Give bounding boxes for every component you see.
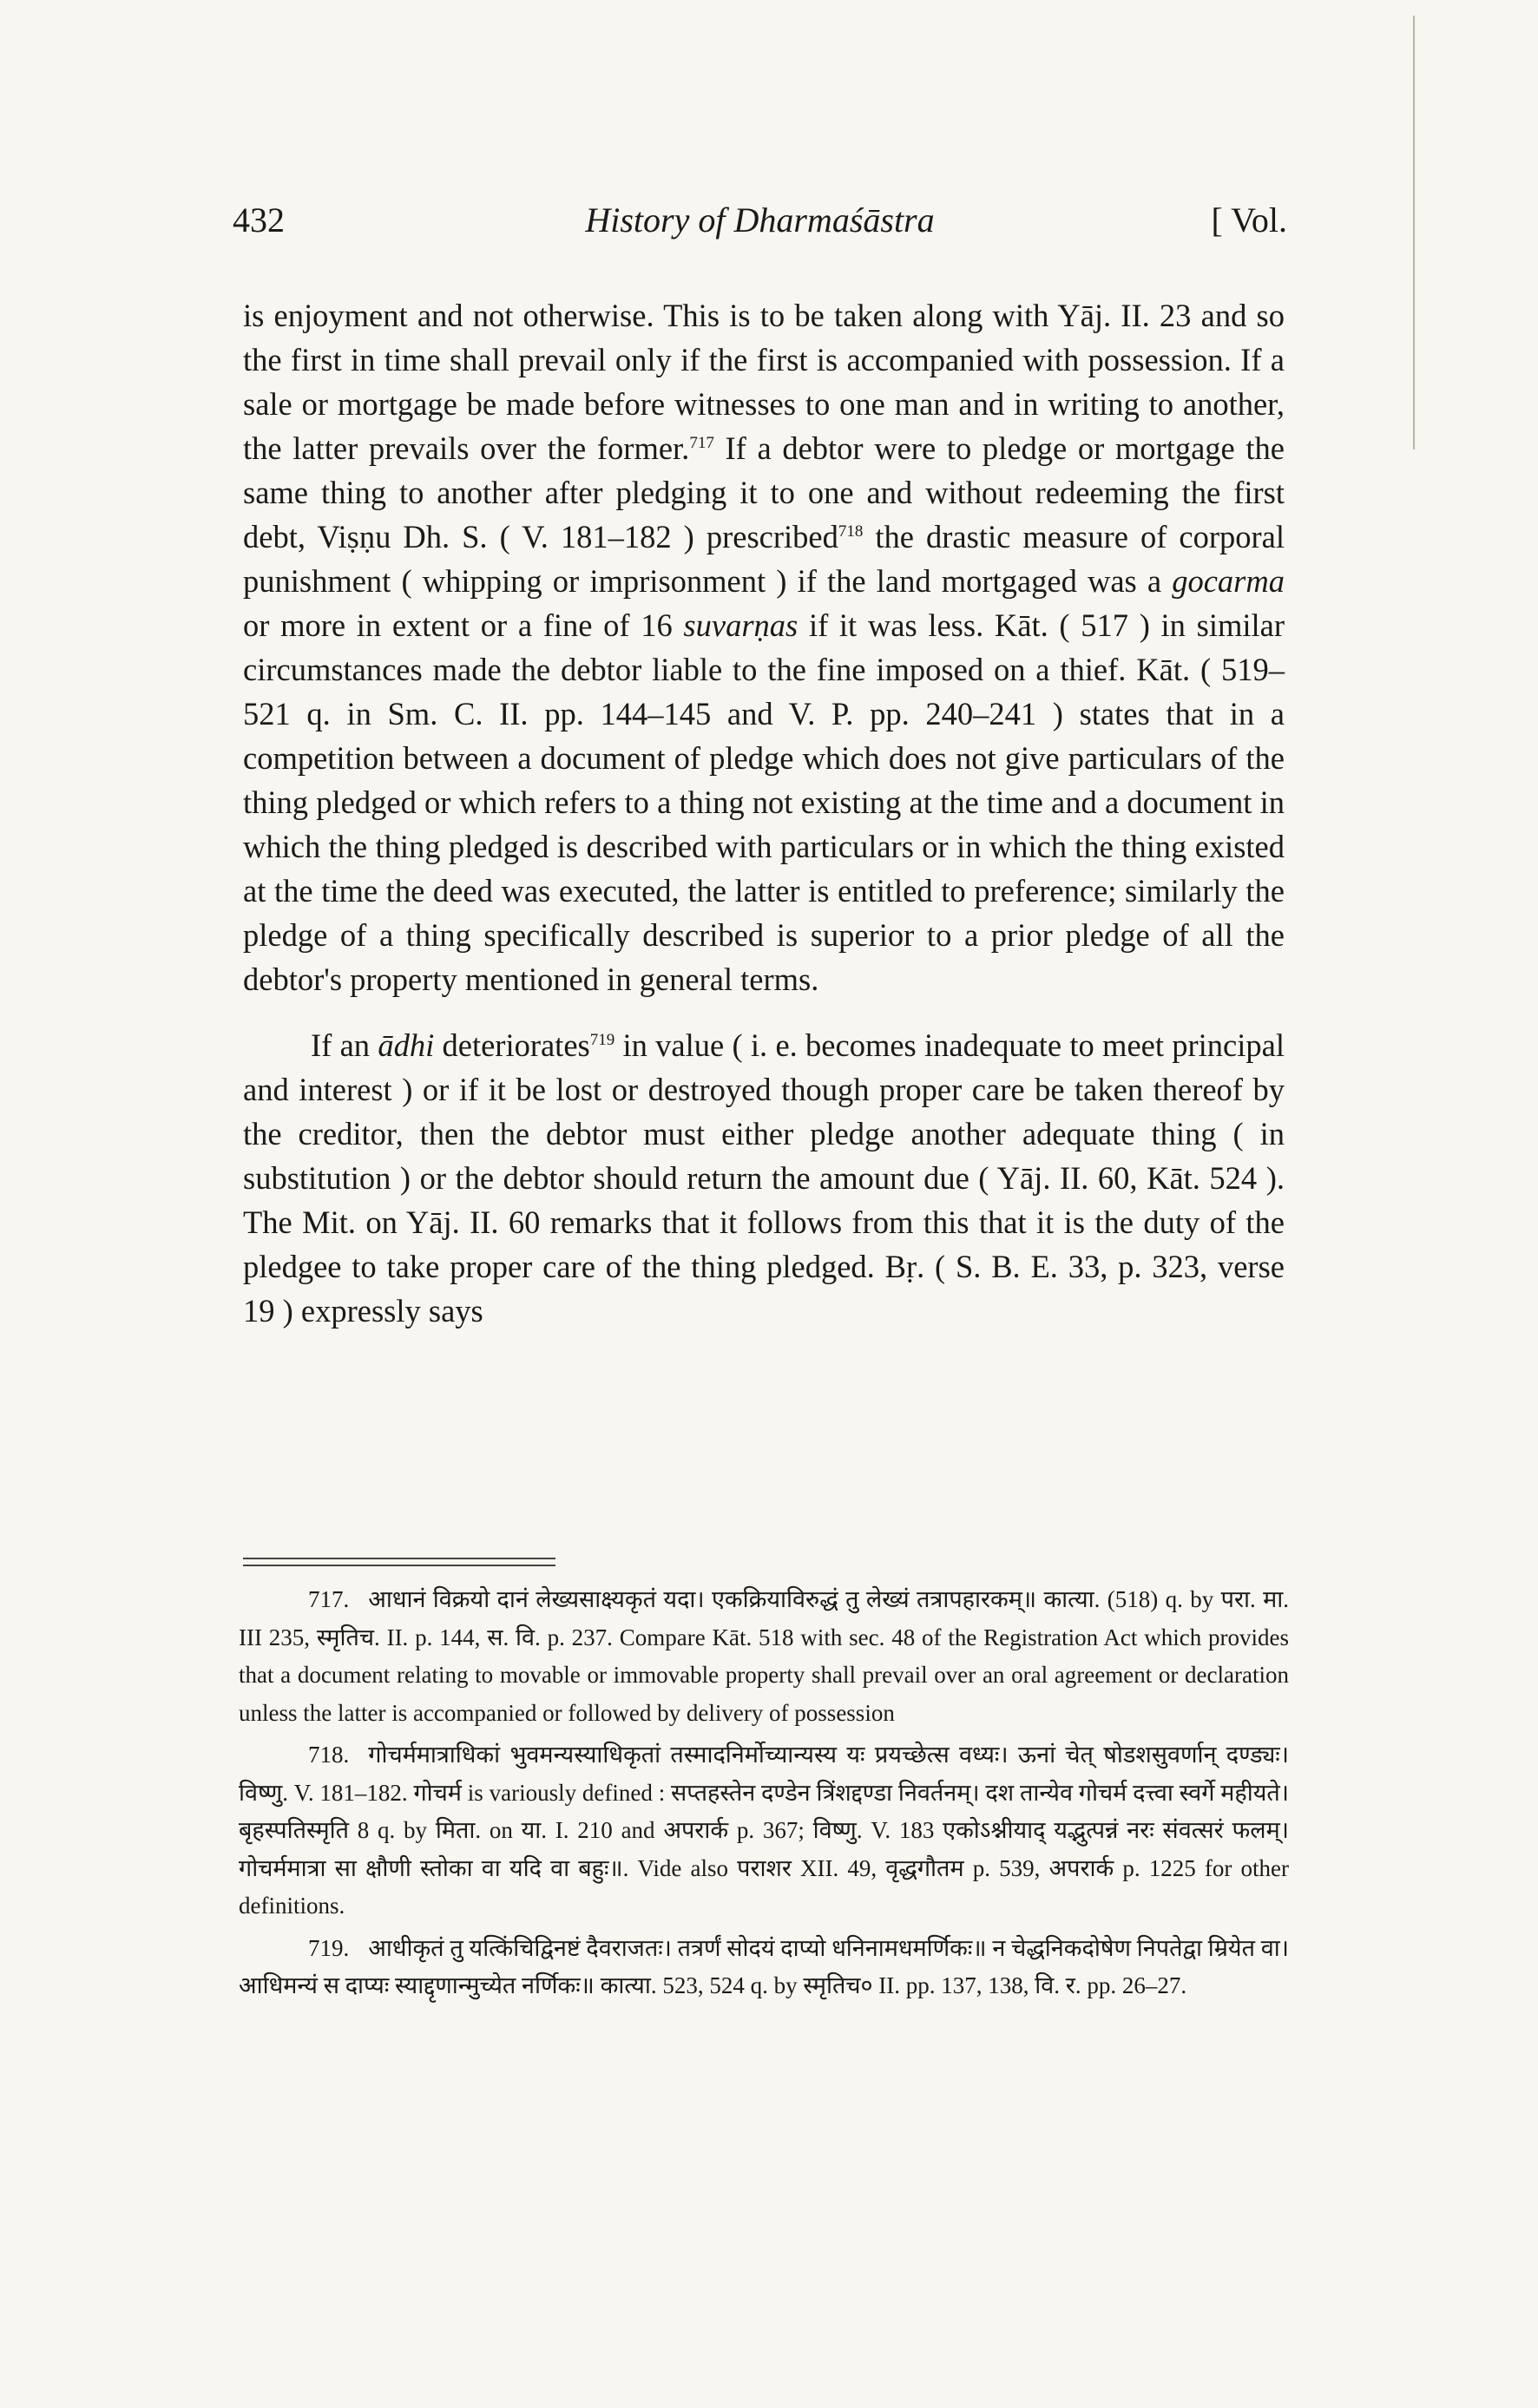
margin-rule [1413,16,1415,449]
term-gocarma: gocarma [1172,563,1285,599]
footnote-number: 717. [308,1586,350,1612]
term-suvarnas: suvarṇas [683,607,799,643]
footnote-number: 719. [308,1934,350,1961]
footnote-ref-717[interactable]: 717 [689,433,714,452]
main-text [243,293,1285,1333]
footnote-text: आधीकृतं तु यत्किंचिद्विनष्टं दैवराजतः। तत्रर्णं सोदयं दाप्यो धनिनामधमर्णिकः॥ न चेद्धनिकदोषेण निपतेद्वा म्रियेत वा। आधिमन्यं स दाप्यः स्याद्दृणान्मुच्येत नर्णिकः॥ कात्या. 523, 524 q. by स्मृतिच० II. pp. 137, 138, वि. र. pp. 26–27. [239,1934,1289,1998]
page-header [233,200,1287,252]
footnote-separator [243,1558,555,1566]
running-title: History of Dharmaśāstra [585,200,935,239]
footnote-text: गोचर्ममात्राधिकां भुवमन्यस्याधिकृतां तस्मादनिर्मोच्यान्यस्य यः प्रयच्छेत्स वध्यः। ऊनां चेत् षोडशसुवर्णान् दण्ड्यः। विष्णु. V. 181–182. गोचर्म is variously defined : सप्तहस्तेन दण्डेन त्रिंशद्दण्डा निवर्तनम्। दश तान्येव गोचर्म दत्त्वा स्वर्गे महीयते। बृहस्पतिस्मृति 8 q. by मिता. on या. I. 210 and अपरार्क p. 367; विष्णु. V. 183 एकोऽश्नीयाद् यद्भुत्पन्नं नरः संवत्सरं फलम्। गोचर्ममात्रा सा क्षौणी स्तोका वा यदि वा बहुः॥. Vide also पराशर XII. 49, वृद्धगौतम p. 539, अपरार्क p. 1225 for other definitions. [239,1742,1289,1919]
footnote-719 [239,1930,1289,2005]
paragraph-2: If an ādhi deteriorates$^{719}$ in value ( i. e. becomes inadequate to meet principal and interest ) or if it be lost or destroyed though proper care be taken thereof by the creditor, then the debtor must either pledge another adequate thing ( in substitution ) or the debtor should return the amount due ( Yāj. II. 60, Kāt. 524 ). The Mit. on Yāj. II. 60 remarks that it follows from this that it is the duty of the pledgee to take proper care of the thing pledged. Bṛ. ( S. B. E. 33, p. 323, verse 19 ) expressly says [243,1027,1285,1329]
footnote-717 [239,1581,1289,1732]
volume-label: [ Vol. [1211,200,1287,239]
footnote-ref-719[interactable]: 719 [589,1030,615,1049]
paragraph-1: is enjoyment and not otherwise. This is to be taken along with Yāj. II. 23 and so the first in time shall prevail only if the first is accompanied with possession. If a sale or mortgage be made before witnesses to one man and in writing to another, the latter prevails over the former.$^{717}$ If a debtor were to pledge or mortgage the same thing to another after pledging it to one and without redeeming the first debt, Viṣṇu Dh. S. ( V. 181–182 ) prescribed$^{718}$ the drastic measure of corporal punishment ( whipping or imprisonment ) if the land mortgaged was a gocarma or more in extent or a fine of 16 suvarṇas if it was less. Kāt. ( 517 ) in similar circumstances made the debtor liable to the fine imposed on a thief. Kāt. ( 519–521 q. in Sm. C. II. pp. 144–145 and V. P. pp. 240–241 ) states that in a competition between a document of pledge which does not give particulars of the thing pledged or which refers to a thing not existing at the time and a document in which the thing pledged is described with particulars or in which the thing existed at the time the deed was executed, the latter is entitled to preference; similarly the pledge of a thing specifically described is superior to a prior pledge of all the debtor's property mentioned in general terms. [243,298,1285,997]
footnote-718 [239,1736,1289,1926]
footnote-text: आधानं विक्रयो दानं लेख्यसाक्ष्यकृतं यदा। एकक्रियाविरुद्धं तु लेख्यं तत्रापहारकम्॥ कात्या. (518) q. by परा. मा. III 235, स्मृतिच. II. p. 144, स. वि. p. 237. Compare Kāt. 518 with sec. 48 of the Registration Act which provides that a document relating to movable or immovable property shall prevail over an oral agreement or declaration unless the latter is accompanied or followed by delivery of possession [239,1586,1289,1726]
footnote-number: 718. [308,1742,350,1768]
footnote-ref-718[interactable]: 718 [838,522,864,541]
footnotes [239,1581,1289,2010]
term-adhi: ādhi [378,1027,435,1063]
page-number: 432 [233,200,285,239]
